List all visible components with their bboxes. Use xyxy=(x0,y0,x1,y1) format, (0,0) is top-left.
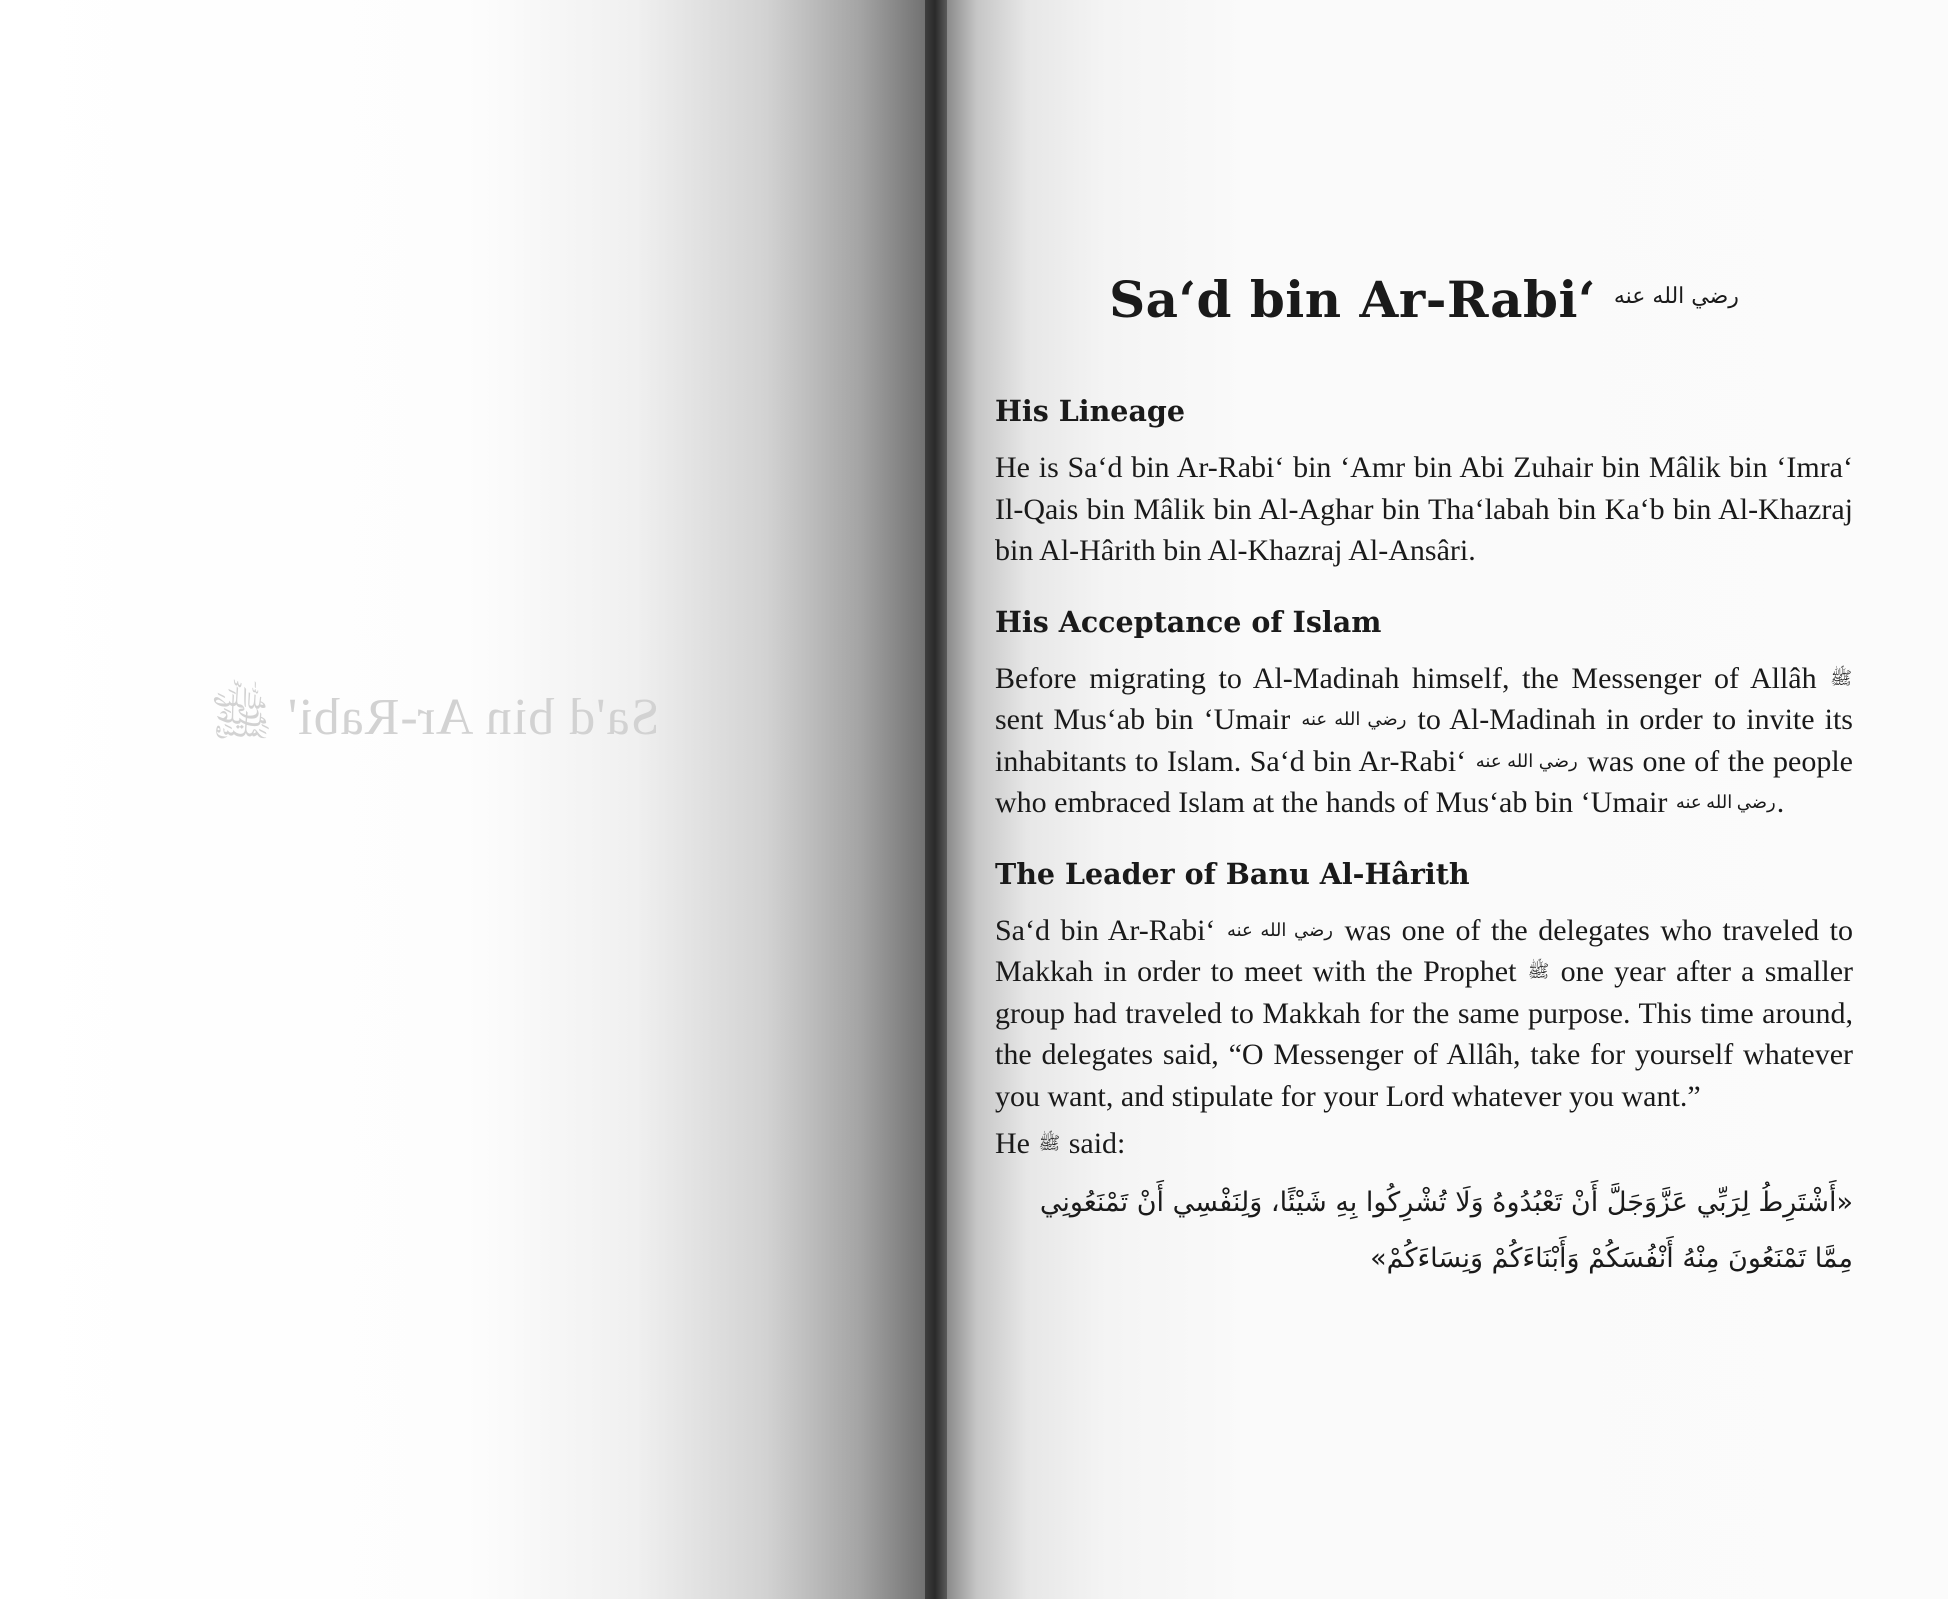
article xyxy=(995,270,1853,1287)
honorific-icon: رضي الله عنه xyxy=(1301,709,1407,729)
honorific-icon: ﷺ xyxy=(1038,1133,1061,1153)
arabic-quote: «أَشْتَرِطُ لِرَبِّي عَزَّوَجَلَّ أَنْ تَعْبُدُوهُ وَلَا تُشْرِكُوا بِهِ شَيْئًا، وَلِنَفْسِي أَنْ تَمْنَعُونِي مِمَّا تَمْنَعُونَ مِنْهُ أَنْفُسَكُمْ وَأَبْنَاءَكُمْ وَنِسَاءَكُمْ» xyxy=(1039,1186,1853,1274)
text-run: said: xyxy=(1061,1127,1126,1160)
title-text: Sa‘d bin Ar-Rabi‘ xyxy=(1109,270,1596,329)
section-heading-lineage: His Lineage xyxy=(995,394,1185,428)
section-heading-leader: The Leader of Banu Al-Hârith xyxy=(995,856,1470,891)
honorific-icon: رضي الله عنه xyxy=(1226,919,1333,940)
text-run: one year after a smaller group had traveled to Makkah for the same purpose. This time around, the delegates said, “O Messenger of Allâh, take for yourself whatever you want, and stipulate for your Lord whatever you want.” xyxy=(995,955,1854,1113)
left-page xyxy=(0,0,935,1599)
text-run: He xyxy=(995,1127,1038,1160)
lineage-paragraph: He is Sa‘d bin Ar-Rabi‘ bin ‘Amr bin Abi Zuhair bin Mâlik bin ‘Imra‘ Il-Qais bin Mâlik bin Al-Aghar bin Tha‘labah bin Ka‘b bin Al-Khazraj bin Al-Hârith bin Al-Khazraj Al-Ansâri. xyxy=(995,451,1853,567)
text-run: sent Mus‘ab bin ‘Umair xyxy=(995,703,1301,736)
section-heading-acceptance: His Acceptance of Islam xyxy=(995,604,1382,639)
text-run: Sa‘d bin Ar-Rabi‘ xyxy=(995,913,1226,947)
text-run: was one of the people who embraced Islam at the hands of Mus‘ab bin ‘Umair xyxy=(995,744,1853,819)
honorific-icon: ﷺ xyxy=(1830,667,1852,688)
he-said-line xyxy=(995,1123,1853,1165)
honorific-icon: ﷺ xyxy=(1527,961,1550,981)
page-title xyxy=(995,270,1853,329)
leader-paragraph xyxy=(995,910,1853,1118)
show-through-title: Sa'd bin Ar-Rabi' ﷺ xyxy=(210,689,660,746)
text-run: . xyxy=(1776,786,1785,819)
honorific-icon: رضي الله عنه xyxy=(1475,750,1578,771)
text-run: was one of the delegates who traveled to Makkah in order to meet with the Prophet xyxy=(995,913,1854,988)
text-run: to Al-Madinah in order to invite its inhabitants to Islam. Sa‘d bin Ar-Rabi‘ xyxy=(995,703,1853,778)
acceptance-paragraph xyxy=(995,658,1853,824)
book-gutter xyxy=(925,0,947,1599)
honorific-icon: رضي الله عنه xyxy=(1675,792,1776,812)
text-run: Before migrating to Al-Madinah himself, the Messenger of Allâh xyxy=(995,661,1830,695)
title-honorific-icon: رضي الله عنه xyxy=(1613,284,1739,309)
